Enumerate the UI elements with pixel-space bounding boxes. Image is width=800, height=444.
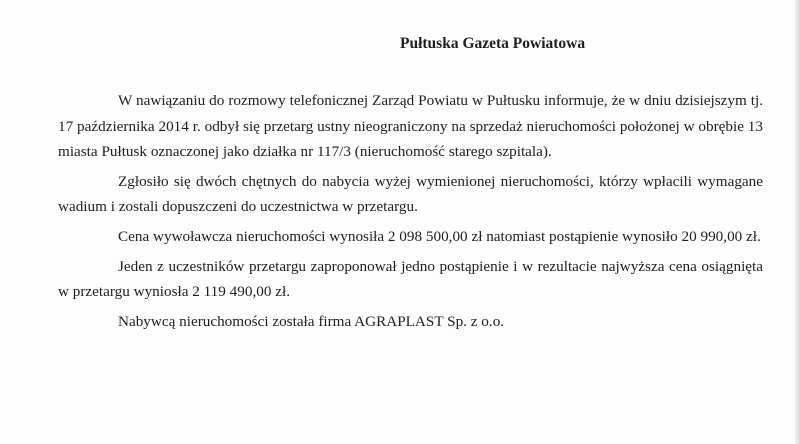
paragraph-auction-info: W nawiązaniu do rozmowy telefonicznej Zarząd Powiatu w Pułtusku informuje, że w dniu dzisiejszym tj. 17 października 2014 r. odbył się przetarg ustny nieograniczony na sprzedaż nieruchomości położonej w obrębie 13 miasta Pułtusk oznaczonej jako działka nr 117/3 (nieruchomość starego szpitala).: [58, 92, 763, 161]
paragraph-bidders: Zgłosiło się dwóch chętnych do nabycia wyżej wymienionej nieruchomości, którzy wpłacili wymagane wadium i zostali dopuszczeni do uczestnictwa w przetargu.: [58, 172, 763, 216]
paragraph-buyer: Nabywcą nieruchomości została firma AGRAPLAST Sp. z o.o.: [118, 312, 505, 330]
document-body: [58, 88, 763, 334]
document-title: Pułtuska Gazeta Powiatowa: [400, 35, 586, 52]
paragraph-starting-price: Cena wywoławcza nieruchomości wynosiła 2 098 500,00 zł natomiast postąpienie wynosiło 20 990,00 zł.: [118, 227, 761, 245]
page-edge-shadow: [795, 0, 800, 444]
paragraph-final-price: Jeden z uczestników przetargu zaproponował jedno postąpienie i w rezultacie najwyższa cena osiągnięta w przetargu wyniosła 2 119 490,00 zł.: [58, 257, 763, 301]
